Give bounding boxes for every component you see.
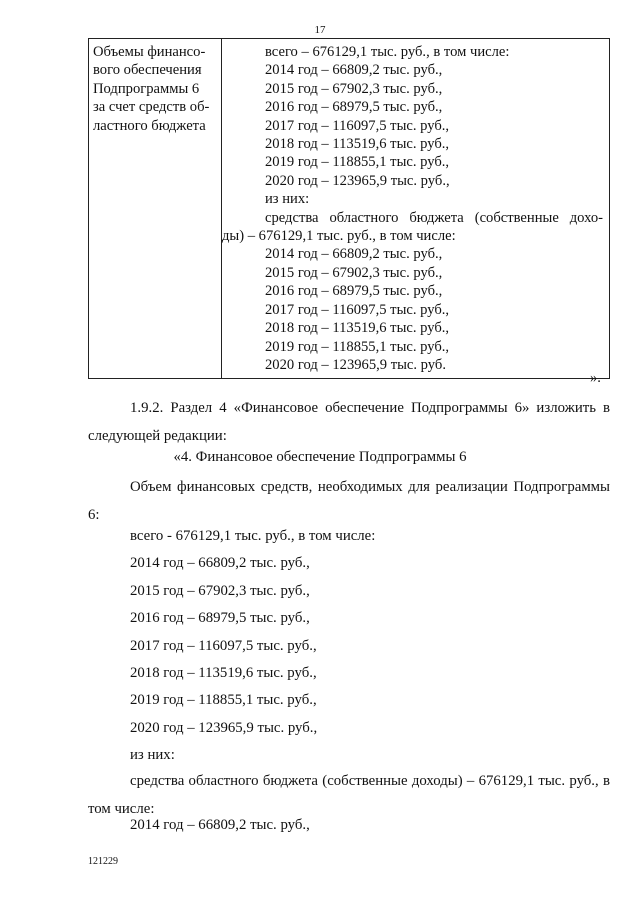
value-line: из них: [265,191,310,208]
value-line: 2019 год – 118855,1 тыс. руб., [265,338,450,355]
table-row [89,39,610,379]
financing-table [88,38,610,379]
value-line: 2020 год – 123965,9 тыс. руб. [265,356,446,373]
list-item: 2014 год – 66809,2 тыс. руб., [130,555,310,572]
table-values-cell [222,39,610,379]
list-item: 2020 год – 123965,9 тыс. руб., [130,719,318,736]
value-line: средства областного бюджета (собственные дохо- [265,209,603,226]
financing-list [130,523,375,770]
label-line: Объемы финансо- [93,44,206,60]
value-line: 2016 год – 68979,5 тыс. руб., [265,283,443,300]
label-line: Подпрограммы 6 [93,80,200,97]
value-line: ды) – 676129,1 тыс. руб., в том числе: [222,228,456,245]
label-line: ластного бюджета [93,117,206,134]
section-heading: «4. Финансовое обеспечение Подпрограммы 6 [173,449,467,465]
closing-quote-mark: ». [590,370,601,386]
list-item: всего - 676129,1 тыс. руб., в том числе: [130,528,376,544]
label-line: вого обеспечения [93,62,202,79]
value-line: 2019 год – 118855,1 тыс. руб., [265,154,450,171]
value-line: 2016 год – 68979,5 тыс. руб., [265,99,443,116]
document-code: 121229 [88,856,118,867]
value-line: 2014 год – 66809,2 тыс. руб., [265,246,443,263]
value-line: всего – 676129,1 тыс. руб., в том числе: [265,44,510,60]
value-line: 2015 год – 67902,3 тыс. руб., [265,264,443,281]
list-item: 2018 год – 113519,6 тыс. руб., [130,664,317,681]
value-line: 2014 год – 66809,2 тыс. руб., [265,62,443,79]
regional-budget-paragraph: средства областного бюджета (собственные доходы) – 676129,1 тыс. руб., в том числе: [88,773,610,817]
value-line: 2017 год – 116097,5 тыс. руб., [265,117,450,134]
value-line: 2017 год – 116097,5 тыс. руб., [265,301,450,318]
list-item: 2017 год – 116097,5 тыс. руб., [130,637,317,654]
value-line: 2015 год – 67902,3 тыс. руб., [265,80,443,97]
list-item: 2014 год – 66809,2 тыс. руб., [130,817,310,833]
page-number: 17 [314,24,326,36]
amendment-paragraph: 1.9.2. Раздел 4 «Финансовое обеспечение Подпрограммы 6» изложить в следующей редакции: [88,400,610,444]
table-label-cell [89,39,222,379]
label-line: за счет средств об- [93,99,210,116]
list-item: из них: [130,747,175,764]
list-item: 2019 год – 118855,1 тыс. руб., [130,692,317,709]
list-item: 2015 год – 67902,3 тыс. руб., [130,582,310,599]
value-line: 2018 год – 113519,6 тыс. руб., [265,320,450,337]
value-line: 2018 год – 113519,6 тыс. руб., [265,136,450,153]
financing-intro-paragraph: Объем финансовых средств, необходимых для реализации Подпрограммы 6: [88,479,610,523]
list-item: 2016 год – 68979,5 тыс. руб., [130,610,310,627]
value-line: 2020 год – 123965,9 тыс. руб., [265,172,450,189]
